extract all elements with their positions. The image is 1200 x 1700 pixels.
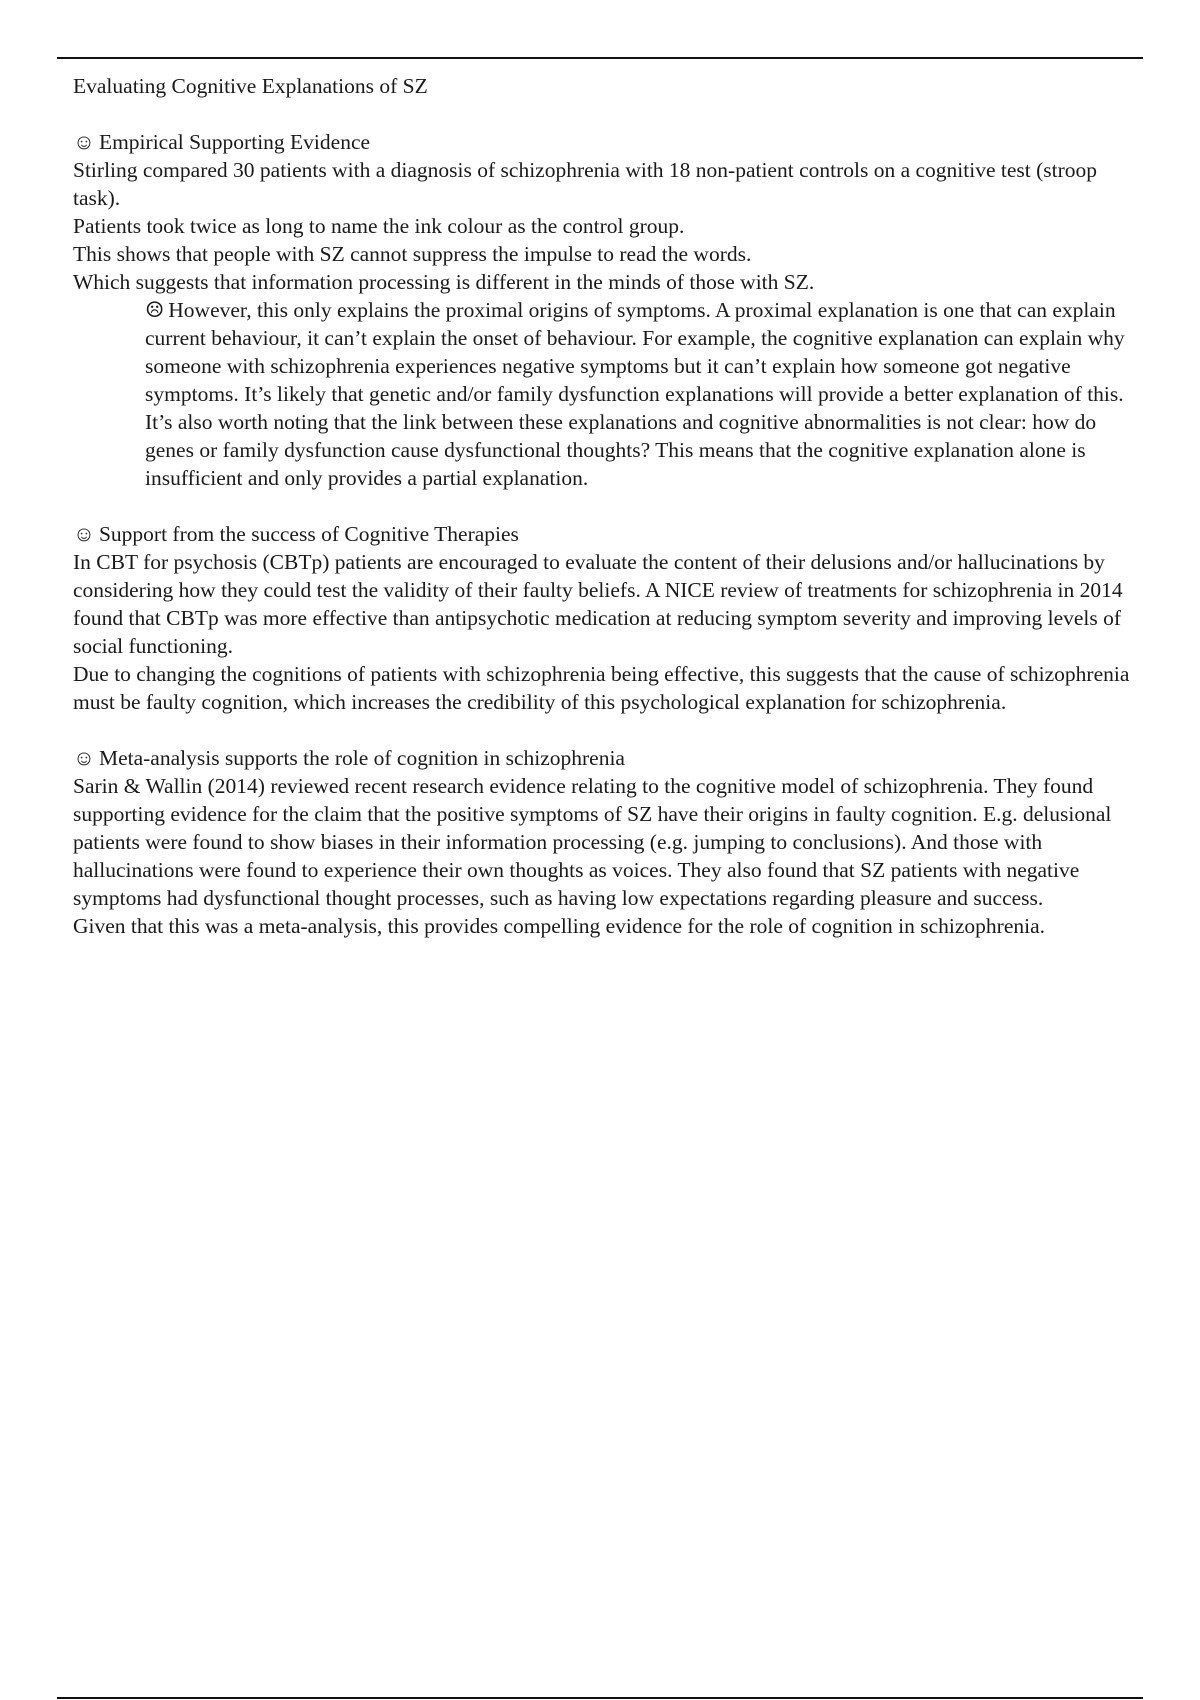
smiley-face-icon: ☺ [73,130,95,154]
bottom-divider [57,1697,1143,1699]
document-page [73,72,1133,968]
paragraph: Sarin & Wallin (2014) reviewed recent research evidence relating to the cognitive model of schizophrenia. They found supporting evidence for the claim that the positive symptoms of SZ have their origins in faulty cognition. E.g. delusional patients were found to show biases in their information processing (e.g. jumping to conclusions). And those with hallucinations were found to experience their own thoughts as voices. They also found that SZ patients with negative symptoms had dysfunctional thought processes, such as having low expectations regarding pleasure and success. [73,774,1112,910]
section-empirical-evidence [73,128,1133,492]
section-meta-analysis [73,744,1133,940]
paragraph: Due to changing the cognitions of patients with schizophrenia being effective, this suggests that the cause of schizophrenia must be faulty cognition, which increases the credibility of this psychological explanation for schizophrenia. [73,662,1130,714]
frowning-face-icon: ☹ [145,298,165,322]
paragraph: Patients took twice as long to name the ink colour as the control group. [73,214,685,238]
paragraph: Given that this was a meta-analysis, this provides compelling evidence for the role of cognition in schizophrenia. [73,914,1046,938]
paragraph: Which suggests that information processing is different in the minds of those with SZ. [73,270,815,294]
smiley-face-icon: ☺ [73,746,95,770]
paragraph: In CBT for psychosis (CBTp) patients are encouraged to evaluate the content of their delusions and/or hallucinations by considering how they could test the validity of their faulty beliefs. A NICE review of treatments for schizophrenia in 2014 found that CBTp was more effective than antipsychotic medication at reducing symptom severity and improving levels of social functioning. [73,550,1123,658]
section-heading: ☺ Support from the success of Cognitive Therapies [73,522,519,546]
paragraph: This shows that people with SZ cannot suppress the impulse to read the words. [73,242,752,266]
document-title: Evaluating Cognitive Explanations of SZ [73,74,428,98]
paragraph: Stirling compared 30 patients with a diagnosis of schizophrenia with 18 non-patient controls on a cognitive test (stroop task). [73,158,1098,210]
smiley-face-icon: ☺ [73,522,95,546]
section-heading: ☺ Meta-analysis supports the role of cognition in schizophrenia [73,746,625,770]
top-divider [57,57,1143,59]
counterpoint-paragraph: ☹ However, this only explains the proximal origins of symptoms. A proximal explanation is one that can explain current behaviour, it can’t explain the onset of behaviour. For example, the cognitive explanation can explain why someone with schizophrenia experiences negative symptoms but it can’t explain how someone got negative symptoms. It’s likely that genetic and/or family dysfunction explanations will provide a better explanation of this. It’s also worth noting that the link between these explanations and cognitive abnormalities is not clear: how do genes or family dysfunction cause dysfunctional thoughts? This means that the cognitive explanation alone is insufficient and only provides a partial explanation. [145,298,1125,490]
section-cognitive-therapies [73,520,1133,716]
section-heading: ☺ Empirical Supporting Evidence [73,130,371,154]
